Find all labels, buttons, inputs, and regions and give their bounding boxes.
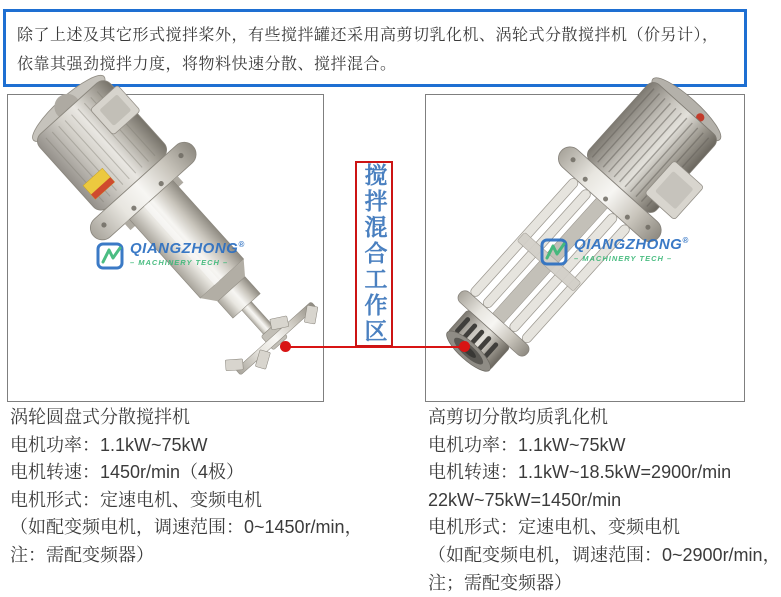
qiangzhong-logo-icon [540,237,570,267]
right-spec-power: 电机功率：1.1kW~75kW [428,434,626,455]
work-zone-text: 搅拌混合工作区 [361,163,388,345]
intro-box [3,9,747,87]
left-product-specs [10,404,363,570]
work-zone-label [355,161,393,347]
registered-mark-icon: ® [238,240,245,249]
brand-name: QIANGZHONG® [574,236,689,253]
left-product-name: 涡轮圆盘式分散搅拌机 [10,407,190,427]
qiangzhong-logo-icon [96,241,126,271]
left-spec-motor-type: 电机形式：定速电机、变频电机 [10,489,262,510]
left-spec-vfd-note: 注：需配变频器） [10,544,154,565]
brand-name: QIANGZHONG® [130,240,245,257]
registered-mark-icon: ® [682,236,689,245]
connector-dot-left [280,341,291,352]
right-spec-vfd-range: （如配变频电机，调速范围：0~2900r/min， [428,544,781,565]
left-spec-power: 电机功率：1.1kW~75kW [10,434,208,455]
intro-text: 除了上述及其它形式搅拌桨外，有些搅拌罐还采用高剪切乳化机、涡轮式分散搅拌机（价另计），依靠其强劲搅拌力度，将物料快速分散、搅拌混合。 [17,27,719,73]
brand-subtitle: – MACHINERY TECH – [574,254,673,263]
right-product-specs [428,404,781,597]
brand-subtitle: – MACHINERY TECH – [130,258,229,267]
left-spec-vfd-range: （如配变频电机，调速范围：0~1450r/min， [10,517,363,538]
right-product-name: 高剪切分散均质乳化机 [428,407,608,427]
right-spec-speed-1: 电机转速：1.1kW~18.5kW=2900r/min [428,462,732,483]
brand-watermark [96,241,245,271]
left-spec-speed: 电机转速：1450r/min（4极） [10,462,245,483]
left-product-image-box [7,94,324,402]
right-spec-speed-2: 22kW~75kW=1450r/min [428,489,622,510]
right-spec-motor-type: 电机形式：定速电机、变频电机 [428,517,680,538]
brand-watermark [540,237,689,267]
right-spec-vfd-note: 注；需配变频器） [428,572,572,593]
right-product-image-box [425,94,745,402]
connector-dot-right [459,341,470,352]
